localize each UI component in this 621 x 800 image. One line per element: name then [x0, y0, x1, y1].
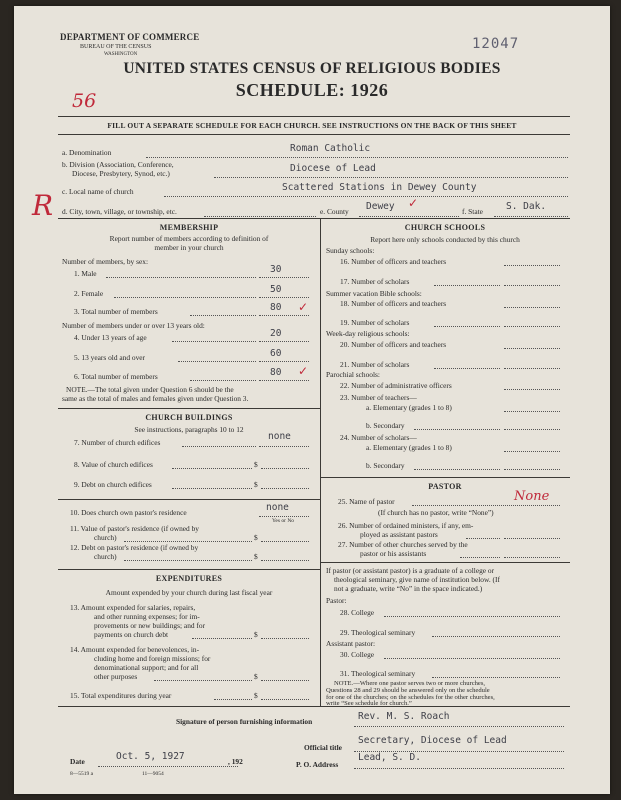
po-address-line — [354, 768, 564, 769]
q13-leader — [192, 638, 252, 639]
state-line — [494, 216, 568, 217]
q22-label: 22. Number of administrative officers — [340, 381, 452, 390]
q12-dollar: $ — [254, 552, 258, 561]
q28-label: 28. College — [340, 608, 375, 617]
q16-label: 16. Number of officers and teachers — [340, 257, 447, 266]
q2-line — [259, 297, 309, 298]
q14-label-3: denominational support; and for all — [94, 663, 199, 672]
pastor-rule — [320, 477, 570, 478]
q23b-line — [504, 429, 560, 430]
q7-line — [259, 446, 309, 447]
church-name-label: c. Local name of church — [62, 187, 134, 196]
q25-value: None — [514, 489, 550, 504]
q11-label-2: church) — [94, 533, 117, 542]
county-line — [359, 216, 459, 217]
q11-label-1: 11. Value of pastor's residence (if owned by — [70, 524, 199, 533]
q15-label: 15. Total expenditures during year — [70, 691, 172, 700]
date-label: Date — [70, 757, 85, 766]
signature-label: Signature of person furnishing information — [176, 717, 313, 726]
city-name: WASHINGTON — [104, 52, 138, 57]
q7-label: 7. Number of church edifices — [74, 438, 161, 447]
q30-label: 30. College — [340, 650, 375, 659]
q9-dollar: $ — [254, 480, 258, 489]
q13-dollar: $ — [254, 630, 258, 639]
q23b-label: b. Secondary — [366, 421, 405, 430]
official-title-value: Secretary, Diocese of Lead — [358, 735, 507, 746]
q10-note: Yes or No — [272, 518, 295, 524]
q16-line — [504, 265, 560, 266]
pastor-note-4: write “See schedule for church.” — [326, 700, 412, 707]
membership-heading: MEMBERSHIP — [159, 223, 219, 232]
schools-heading: CHURCH SCHOOLS — [404, 223, 486, 232]
division-label-2: Diocese, Presbytery, Synod, etc.) — [72, 169, 170, 178]
assistant-subheading: Assistant pastor: — [326, 639, 376, 648]
graduate-instruction-1: If pastor (or assistant pastor) is a graduate of a college or — [326, 566, 495, 575]
signature-line — [354, 726, 564, 727]
form-schedule: SCHEDULE: 1926 — [235, 80, 389, 100]
q24b-leader — [414, 469, 500, 470]
church-name-line — [164, 196, 568, 197]
q4-leader — [172, 341, 256, 342]
header-rule-bottom — [58, 134, 570, 135]
q25-line — [412, 505, 560, 506]
form-title: UNITED STATES CENSUS OF RELIGIOUS BODIES — [123, 60, 501, 77]
q17-line — [504, 285, 560, 286]
q15-leader — [214, 699, 252, 700]
q12-label-2: church) — [94, 552, 117, 561]
q6-value: 80 — [270, 367, 282, 378]
q3-value: 80 — [270, 302, 282, 313]
q3-label: 3. Total number of members — [74, 307, 158, 316]
division-label: b. Division (Association, Conference, — [62, 160, 174, 169]
q10-value: none — [266, 502, 289, 513]
q26-label-2: ployed as assistant pastors — [360, 530, 438, 539]
q12-label-1: 12. Debt on pastor's residence (if owned by — [70, 543, 199, 552]
q19-label: 19. Number of scholars — [340, 318, 410, 327]
q14-label-2: cluding home and foreign missions; for — [94, 654, 211, 663]
q5-label: 5. 13 years old and over — [74, 353, 146, 362]
q26-line — [504, 538, 560, 539]
date-value: Oct. 5, 1927 — [116, 751, 185, 762]
expenditures-rule — [58, 569, 320, 570]
members-by-age-label: Number of members under or over 13 years old: — [62, 321, 205, 330]
q25-note: (If church has no pastor, write “None”) — [378, 508, 494, 517]
buildings-rule — [58, 408, 320, 409]
q5-value: 60 — [270, 348, 282, 359]
county-check-mark: ✓ — [408, 196, 419, 210]
department-name: DEPARTMENT OF COMMERCE — [60, 32, 200, 42]
graduate-instruction-3: not a graduate, write “No” in the space indicated.) — [334, 584, 483, 593]
parochial-schools-label: Parochial schools: — [326, 370, 380, 379]
q11-line — [261, 541, 309, 542]
q19-leader — [434, 326, 500, 327]
bureau-name: BUREAU OF THE CENSUS — [80, 44, 152, 50]
q24a-label: a. Elementary (grades 1 to 8) — [366, 443, 452, 452]
q22-line — [504, 389, 560, 390]
q8-label: 8. Value of church edifices — [74, 460, 153, 469]
q1-leader — [106, 277, 256, 278]
q23a-label: a. Elementary (grades 1 to 8) — [366, 403, 452, 412]
po-address-value: Lead, S. D. — [358, 752, 421, 763]
q24b-label: b. Secondary — [366, 461, 405, 470]
membership-intro-2: member in your church — [154, 243, 224, 252]
q10-line — [259, 516, 309, 517]
expenditures-intro: Amount expended by your church during last fiscal year — [105, 588, 273, 597]
signature-value: Rev. M. S. Roach — [358, 711, 450, 722]
membership-intro-1: Report number of members according to definition of — [109, 234, 269, 243]
form-instruction: FILL OUT A SEPARATE SCHEDULE FOR EACH CHURCH. SEE INSTRUCTIONS ON THE BACK OF THIS SHEET — [107, 121, 517, 130]
q23-label: 23. Number of teachers— — [340, 393, 417, 402]
q13-label-4: payments on church debt — [94, 630, 169, 639]
q9-label: 9. Debt on church edifices — [74, 480, 152, 489]
q1-label: 1. Male — [74, 269, 97, 278]
handwritten-mark: R — [32, 189, 54, 222]
members-by-sex-label: Number of members, by sex: — [62, 257, 148, 266]
q2-label: 2. Female — [74, 289, 104, 298]
q29-label: 29. Theological seminary — [340, 628, 416, 637]
q8-line — [261, 468, 309, 469]
date-line — [98, 766, 238, 767]
q18-label: 18. Number of officers and teachers — [340, 299, 447, 308]
q5-line — [259, 361, 309, 362]
pastor-subheading: Pastor: — [326, 596, 347, 605]
main-box-top — [58, 218, 570, 219]
pastor-note-1: NOTE.—Where one pastor serves two or more churches, — [334, 680, 486, 687]
schools-intro: Report here only schools conducted by this church — [370, 235, 520, 244]
official-title-label: Official title — [304, 743, 342, 752]
q25-label: 25. Name of pastor — [338, 497, 395, 506]
q15-dollar: $ — [254, 691, 258, 700]
q29-line — [432, 636, 560, 637]
column-divider — [320, 218, 321, 706]
q2-value: 50 — [270, 284, 282, 295]
serial-number: 12047 — [472, 36, 520, 52]
q9-leader — [172, 488, 252, 489]
church-name-value: Scattered Stations in Dewey County — [282, 182, 477, 193]
q23b-leader — [414, 429, 500, 430]
q8-leader — [172, 468, 252, 469]
denomination-value: Roman Catholic — [290, 143, 371, 154]
q20-label: 20. Number of officers and teachers — [340, 340, 447, 349]
pastor-note-2: Questions 28 and 29 should be answered only on the schedule — [326, 687, 490, 694]
denomination-line — [146, 157, 568, 158]
q11-leader — [124, 541, 252, 542]
q28-line — [384, 616, 560, 617]
q30-line — [384, 658, 560, 659]
q17-leader — [434, 285, 500, 286]
q27-leader — [460, 557, 500, 558]
print-number: 11—9054 — [142, 771, 164, 777]
summer-schools-label: Summer vacation Bible schools: — [326, 289, 422, 298]
q7-leader — [182, 446, 256, 447]
po-address-label: P. O. Address — [296, 760, 339, 769]
county-label: e. County — [320, 207, 349, 216]
state-label: f. State — [462, 207, 483, 216]
q27-label-1: 27. Number of other churches served by the — [338, 540, 468, 549]
date-year-suffix: , 192 — [228, 757, 243, 766]
q24-label: 24. Number of scholars— — [340, 433, 417, 442]
q6-label: 6. Total number of members — [74, 372, 158, 381]
membership-note-1: NOTE.—The total given under Question 6 should be the — [66, 385, 234, 394]
q11-dollar: $ — [254, 533, 258, 542]
state-value: S. Dak. — [506, 201, 547, 212]
q3-leader — [190, 315, 256, 316]
sunday-schools-label: Sunday schools: — [326, 246, 375, 255]
q1-line — [259, 277, 309, 278]
handwritten-number: 56 — [72, 90, 97, 112]
residence-rule — [58, 499, 320, 500]
membership-note-2: same as the total of males and females given under Question 3. — [62, 394, 249, 403]
q13-label-2: and other running expenses; for im- — [94, 612, 200, 621]
denomination-label: a. Denomination — [62, 148, 112, 157]
q27-line — [504, 557, 560, 558]
q2-leader — [114, 297, 256, 298]
q18-line — [504, 307, 560, 308]
q19-line — [504, 326, 560, 327]
q13-label-3: provements or new buildings; and for — [94, 621, 206, 630]
graduate-instruction-2: theological seminary, give name of institution below. (If — [334, 575, 500, 584]
q31-label: 31. Theological seminary — [340, 669, 416, 678]
q26-label-1: 26. Number of ordained ministers, if any, em- — [338, 521, 474, 530]
city-label: d. City, town, village, or township, etc. — [62, 207, 177, 216]
q6-line — [259, 380, 309, 381]
q26-leader — [466, 538, 500, 539]
division-value: Diocese of Lead — [290, 163, 376, 174]
buildings-intro: See instructions, paragraphs 10 to 12 — [134, 425, 244, 434]
q3-check-mark: ✓ — [298, 300, 309, 314]
q27-label-2: pastor or his assistants — [360, 549, 427, 558]
county-value: Dewey — [366, 201, 395, 212]
q6-check-mark: ✓ — [298, 364, 309, 378]
q4-label: 4. Under 13 years of age — [74, 333, 147, 342]
q24b-line — [504, 469, 560, 470]
pastor-note-3: for one of the churches; on the schedules for the other churches, — [326, 694, 495, 701]
q24a-line — [504, 451, 560, 452]
q31-line — [432, 677, 560, 678]
q13-line — [261, 638, 309, 639]
q14-line — [261, 680, 309, 681]
q1-value: 30 — [270, 264, 282, 275]
q12-line — [261, 560, 309, 561]
q14-leader — [154, 680, 252, 681]
q20-line — [504, 348, 560, 349]
division-line — [214, 177, 568, 178]
q15-line — [261, 699, 309, 700]
q5-leader — [178, 361, 256, 362]
q3-line — [259, 315, 309, 316]
q8-dollar: $ — [254, 460, 258, 469]
q10-label: 10. Does church own pastor's residence — [70, 508, 187, 517]
main-box-bottom — [58, 706, 570, 707]
q13-label-1: 13. Amount expended for salaries, repairs, — [70, 603, 196, 612]
q14-dollar: $ — [254, 672, 258, 681]
q21-label: 21. Number of scholars — [340, 360, 410, 369]
q4-value: 20 — [270, 328, 282, 339]
form-number: 8—5519 a — [70, 771, 94, 777]
q6-leader — [190, 380, 256, 381]
q12-leader — [124, 560, 252, 561]
city-line — [204, 216, 316, 217]
header-rule-top — [58, 116, 570, 117]
q21-leader — [434, 368, 500, 369]
expenditures-heading: EXPENDITURES — [155, 574, 223, 583]
pastor-heading: PASTOR — [428, 482, 462, 491]
graduate-rule — [320, 562, 570, 563]
q14-label-1: 14. Amount expended for benevolences, in- — [70, 645, 200, 654]
buildings-heading: CHURCH BUILDINGS — [145, 413, 233, 422]
q14-label-4: other purposes — [94, 672, 138, 681]
q9-line — [261, 488, 309, 489]
weekday-schools-label: Week-day religious schools: — [326, 329, 410, 338]
q17-label: 17. Number of scholars — [340, 277, 410, 286]
q7-value: none — [268, 431, 291, 442]
q23a-line — [504, 411, 560, 412]
census-schedule-form — [14, 6, 610, 794]
q4-line — [259, 341, 309, 342]
q21-line — [504, 368, 560, 369]
